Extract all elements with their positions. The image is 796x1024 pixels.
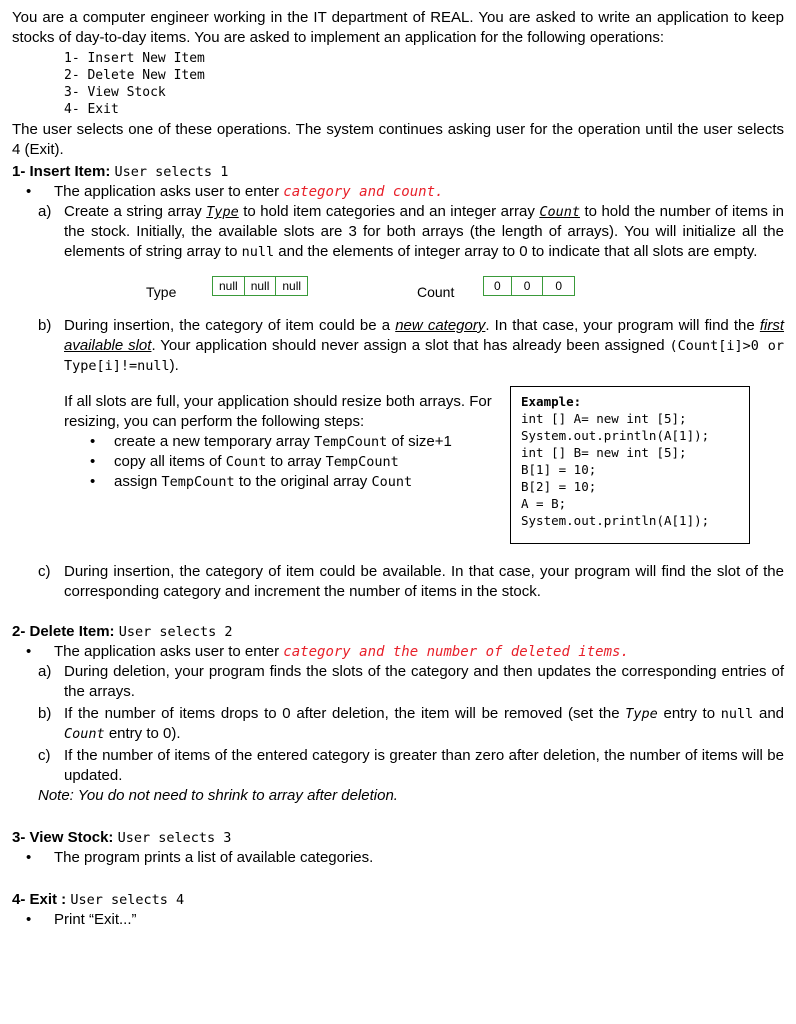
count-array-name: Count [539, 204, 580, 220]
exit-bullet: • Print “Exit...” [12, 910, 784, 930]
code-line: System.out.println(A[1]); [521, 428, 710, 443]
assignment-page [12, 8, 784, 930]
array-cell: 0 [484, 277, 512, 295]
section-view-heading [12, 828, 784, 848]
array-cell: null [245, 277, 277, 295]
menu-item: 1- Insert New Item [64, 51, 205, 66]
array-cell: 0 [512, 277, 544, 295]
section-title: 4- Exit : [12, 891, 67, 908]
section-code: User selects 3 [117, 830, 232, 846]
section-delete-heading [12, 622, 784, 642]
view-bullet: • The program prints a list of available categories. [12, 848, 784, 868]
insert-bullet: • The application asks user to enter category and count. [12, 182, 784, 202]
section-title: 3- View Stock: [12, 829, 114, 846]
insert-item-a: a) Create a string array Type to hold item categories and an integer array Count to hold the number of items in the stock. Initially, the available slots are 3 for both arrays (the length of arrays). You will initialize all the elements of string array to null and the elements of integer array to 0 to indicate that all slots are empty. [38, 203, 785, 260]
insert-item-b: b) During insertion, the category of item could be a new category. In that case, your program will find the first available slot. Your application should never assign a slot that has already been assigned (Count[i]>0 or Type[i]!=null). [38, 317, 785, 374]
code-line: int [] B= new int [5]; [521, 445, 687, 460]
menu-item: 2- Delete New Item [64, 68, 205, 83]
array-cell: 0 [555, 279, 563, 293]
resize-step: • assign TempCount to the original array Count [64, 472, 504, 492]
section-title: 1- Insert Item: [12, 163, 111, 180]
code-line: int [] A= new int [5]; [521, 411, 687, 426]
code-line: System.out.println(A[1]); [521, 513, 710, 528]
delete-bullet: • The application asks user to enter category and the number of deleted items. [12, 642, 784, 662]
menu-item: 3- View Stock [64, 85, 166, 100]
menu-item: 4- Exit [64, 102, 119, 117]
delete-item-c: c) If the number of items of the entered category is greater than zero after deletion, the number of items will be updated. [38, 747, 784, 784]
count-array-label: Count [417, 284, 455, 300]
loop-paragraph: The user selects one of these operations. The system continues asking user for the operation until the user selects 4 (Exit). [12, 121, 784, 158]
section-insert-heading [12, 162, 784, 182]
code-line: B[1] = 10; [521, 462, 597, 477]
section-code: User selects 4 [70, 892, 185, 908]
highlighted-input: category and the number of deleted items. [283, 644, 629, 660]
count-array-cells [483, 276, 575, 296]
operations-menu [64, 50, 784, 118]
intro-paragraph: You are a computer engineer working in the IT department of REAL. You are asked to write an application to keep stocks of day-to-day items. You are asked to implement an application for the following operations: [12, 9, 784, 46]
resize-step: • create a new temporary array TempCount of size+1 [64, 432, 504, 452]
array-cell: null [282, 279, 302, 293]
delete-item-b: b) If the number of items drops to 0 after deletion, the item will be removed (set the Type entry to null and Count entry to 0). [38, 705, 785, 742]
highlighted-input: category and count. [283, 184, 444, 200]
section-code: User selects 1 [114, 164, 229, 180]
section-exit-heading [12, 890, 784, 910]
type-array-label: Type [146, 284, 177, 300]
resize-step: • copy all items of Count to array TempCount [64, 452, 504, 472]
resize-block [12, 386, 784, 554]
example-title: Example: [521, 394, 582, 409]
code-example-box [510, 386, 750, 544]
array-cell: null [213, 277, 245, 295]
resize-instructions: If all slots are full, your application should resize both arrays. For resizing, you can perform the following steps: • create a new temporary array TempCount of size+1 • copy all items of Count to array TempCount • assign TempCount to the original array Count [64, 392, 504, 492]
section-code: User selects 2 [118, 624, 233, 640]
insert-item-c: c) During insertion, the category of item could be available. In that case, your program will find the slot of the corresponding category and increment the number of items in the stock. [38, 563, 784, 600]
delete-item-a: a) During deletion, your program finds the slots of the category and then updates the corresponding entries of the arrays. [38, 663, 784, 700]
type-array-cells [212, 276, 308, 296]
code-line: B[2] = 10; [521, 479, 597, 494]
initial-arrays-figure [12, 272, 784, 312]
delete-note: Note: You do not need to shrink to array after deletion. [38, 787, 398, 804]
section-title: 2- Delete Item: [12, 623, 115, 640]
code-line: A = B; [521, 496, 567, 511]
type-array-name: Type [206, 204, 239, 220]
